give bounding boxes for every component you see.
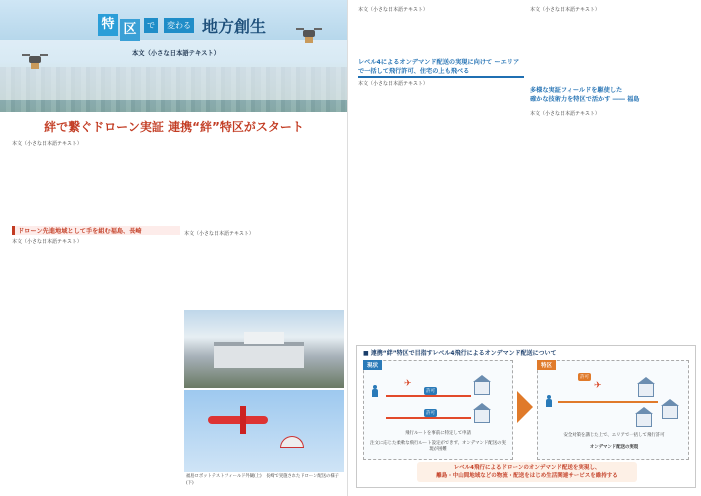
current-state-label: 現状 <box>363 360 382 370</box>
permit-tag: 許可 <box>426 389 435 394</box>
intro-paragraph: 本文（小さな日本語テキスト） <box>12 141 82 147</box>
route-arrow <box>386 417 471 419</box>
right-column-1: 本文（小さな日本語テキスト） <box>358 81 428 87</box>
test-field-photo <box>184 310 344 388</box>
drone-icon: ✈ <box>594 381 602 391</box>
route-arrow <box>558 401 658 403</box>
hero-banner <box>0 0 348 112</box>
diagram-footer <box>417 462 637 482</box>
diagram-footer-line2: 離島・中山間地域などの物流・配送をはじめ生活関連サービスを維持する <box>436 473 618 479</box>
person-icon <box>372 385 378 397</box>
badge-small-1: で <box>144 18 158 33</box>
drone-icon <box>296 24 322 42</box>
right-column-2: 本文（小さな日本語テキスト） <box>530 111 600 117</box>
house-icon <box>638 383 654 397</box>
section-heading-2-text: レベル4によるオンデマンド配送の実現に向けて ーエリアで一括して飛行許可、住宅の上も飛べる <box>358 58 524 78</box>
route-arrow <box>386 395 471 397</box>
section-heading-3-line1: 多様な実証フィールドを駆使した <box>530 87 623 94</box>
special-zone-pane <box>537 360 689 460</box>
badge-char-2: 区 <box>120 19 140 41</box>
house-icon <box>474 409 490 423</box>
badge-char-1: 特 <box>98 14 118 36</box>
left-page <box>0 0 348 496</box>
drone-delivery-photo <box>184 390 344 472</box>
current-note-2: 注文に応じた柔軟な飛行ルート設定ができず、オンデマンド配送の実現が困難 <box>370 441 506 452</box>
photo-caption: 福島ロボットテストフィールド外観(上) 長崎で実施されたドローン配送の様子(下) <box>186 474 339 486</box>
house-icon <box>474 381 490 395</box>
right-top-text: 本文（小さな日本語テキスト） <box>358 7 428 13</box>
special-note: 安全対策を講じた上で、エリアで一括して飛行許可 <box>563 433 665 438</box>
hero-title: 地方創生 <box>202 16 267 36</box>
current-state-pane <box>363 360 513 460</box>
headline-text: 絆で繋ぐドローン実証 連携“絆”特区がスタート <box>44 120 304 134</box>
section-heading-3 <box>530 86 696 104</box>
badge-small-2: 変わる <box>164 18 194 33</box>
diagram-title: ■ 連携“絆”特区で目指すレベル4飛行によるオンデマンド配送について <box>363 350 557 357</box>
headline <box>0 116 348 136</box>
current-note: 飛行ルートを事前に特定して申請 <box>405 431 471 436</box>
drone-icon <box>22 50 48 68</box>
section-heading-1: ドローン先進地域として手を組む福島、長崎 <box>12 226 180 235</box>
house-icon <box>636 413 652 427</box>
hero-lead: 本文（小さな日本語テキスト） <box>131 50 221 57</box>
section-heading-2 <box>358 58 524 78</box>
drone-icon: ✈ <box>404 379 412 389</box>
special-note-2: オンデマンド配送の実現 <box>589 445 639 450</box>
diagram-footer-line1: レベル4飛行によるドローンのオンデマンド配送を実現し、 <box>453 465 601 471</box>
delivery-diagram <box>356 345 696 488</box>
person-icon <box>546 395 552 407</box>
left-column-1: 本文（小さな日本語テキスト） <box>12 239 82 245</box>
house-icon <box>662 405 678 419</box>
special-zone-label: 特区 <box>537 360 556 370</box>
hero-badge <box>98 9 266 41</box>
right-column-2-top: 本文（小さな日本語テキスト） <box>530 7 600 13</box>
permit-tag: 許可 <box>580 375 589 380</box>
transition-arrow <box>517 391 533 423</box>
section-heading-3-line2: 確かな技術力を特区で活かす ―― 福島 <box>530 96 640 103</box>
left-column-2: 本文（小さな日本語テキスト） <box>184 231 254 237</box>
permit-tag: 許可 <box>426 411 435 416</box>
